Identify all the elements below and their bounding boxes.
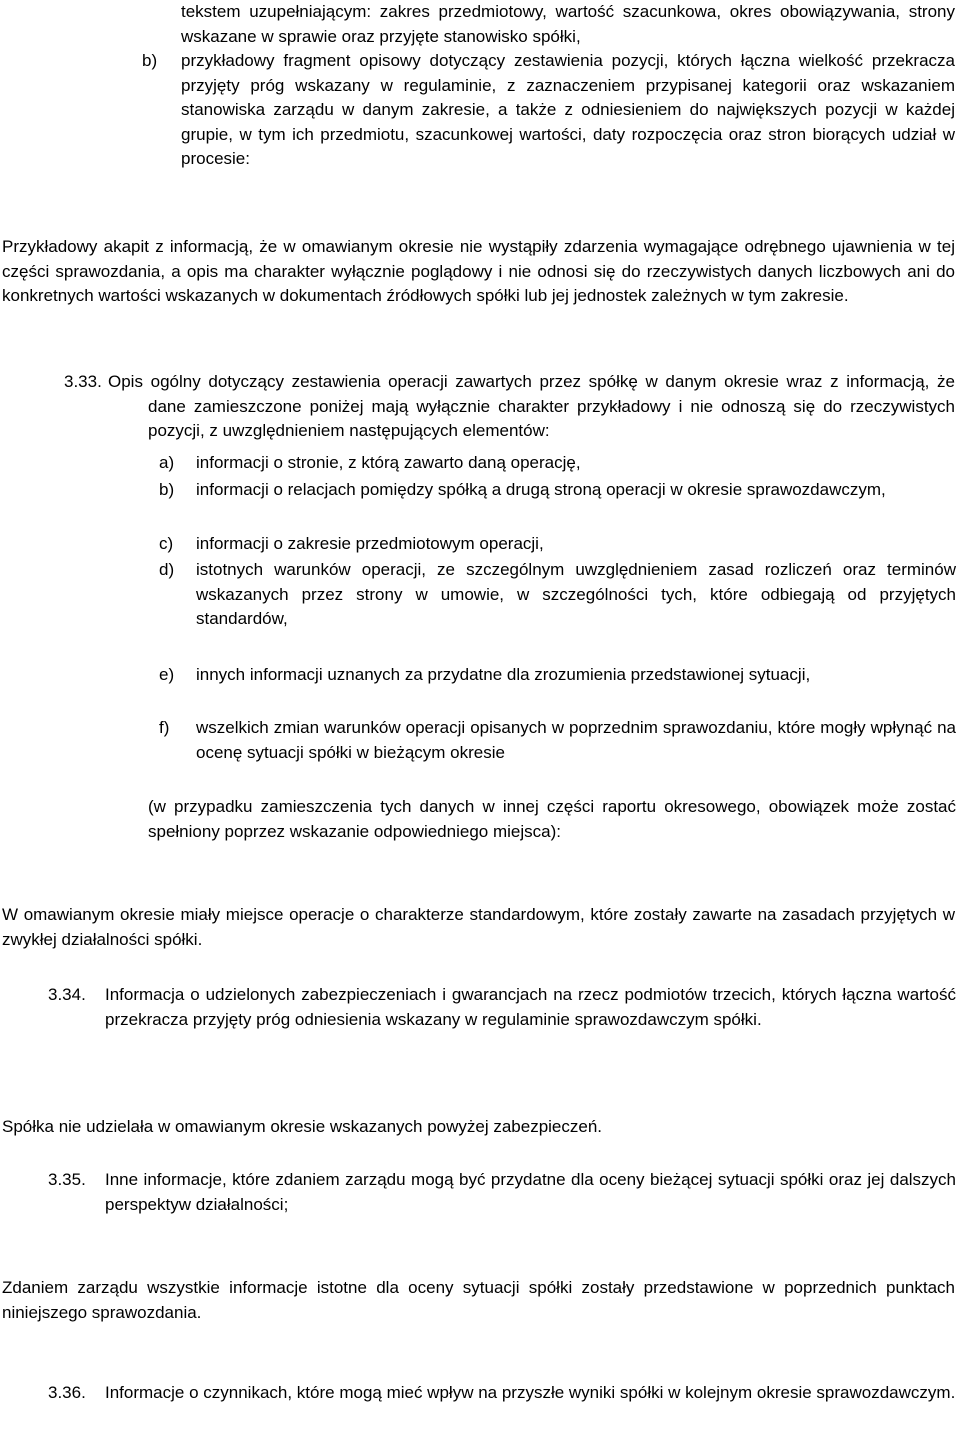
paragraph-no-guarantees (2, 1115, 955, 1140)
paragraph-all-info (2, 1276, 955, 1325)
section-3-33-intro-text: Opis ogólny dotyczący zestawienia operacji zawartych przez spółkę w danym okresie wraz z informacją, że dane zamieszczone poniżej mają wyłącznie charakter przykładowy i nie odnoszą się do rzeczywistych pozycji, z uwzględnieniem następujących elementów: (108, 372, 955, 440)
section-3-33-item-a-marker: a) (159, 453, 175, 472)
section-3-33-item-b-text: informacji o relacjach pomiędzy spółką a drugą stroną operacji w okresie sprawozdawczym, (196, 480, 886, 499)
section-3-33-closing-text: (w przypadku zamieszczenia tych danych w innej części raportu okresowego, obowiązek może zostać spełniony poprzez wskazanie odpowiedniego miejsca): (148, 797, 956, 841)
section-3-33-item-e (196, 663, 956, 688)
section-3-33-item-e-marker: e) (159, 665, 175, 684)
paragraph-q4-proceedings-text: Przykładowy akapit z informacją, że w omawianym okresie nie wystąpiły zdarzenia wymagające odrębnego ujawnienia w tej części sprawozdania, a opis ma charakter wyłącznie poglądowy i nie odnosi się do rzeczywistych danych liczbowych ani do konkretnych wartości wskazanych w dokumentach źródłowych spółki lub jej jednostek zależnych w tym zakresie. (2, 237, 955, 305)
section-3-33-item-d-text: istotnych warunków operacji, ze szczególnym uwzględnieniem zasad rozliczeń oraz terminów wskazanych przez strony w umowie, w szczególności tych, które odbiegają od przyjętych standardów, (196, 560, 956, 628)
section-3-36-text: Informacje o czynnikach, które mogą mieć wpływ na przyszłe wyniki spółki w kolejnym okresie sprawozdawczym. (105, 1383, 956, 1402)
section-3-33-item-a (196, 451, 956, 476)
section-3-33-item-d-marker: d) (159, 560, 175, 579)
paragraph-q4-proceedings (2, 235, 955, 309)
section-3-34-text: Informacja o udzielonych zabezpieczeniach i gwarancjach na rzecz podmiotów trzecich, których łączna wartość przekracza przyjęty próg odniesienia wskazany w regulaminie sprawozdawczym spółki. (105, 985, 956, 1029)
section-3-33-item-f-text: wszelkich zmian warunków operacji opisanych w poprzednim sprawozdaniu, które mogły wpłynąć na ocenę sytuacji spółki w bieżącym okresie (196, 718, 956, 762)
paragraph-no-guarantees-text: Spółka nie udzielała w omawianym okresie wskazanych powyżej zabezpieczeń. (2, 1117, 603, 1136)
list-item-a-continuation-text: tekstem uzupełniającym: zakres przedmiotowy, wartość szacunkowa, okres obowiązywania, strony wskazane w sprawie oraz przyjęte stanowisko spółki, (181, 2, 955, 46)
section-3-33-item-b (196, 478, 956, 503)
list-item-b (181, 49, 955, 172)
section-3-36 (105, 1381, 956, 1406)
section-3-33-item-c-marker: c) (159, 534, 174, 553)
section-3-33-number: 3.33. (64, 372, 102, 391)
section-3-33-item-c-text: informacji o zakresie przedmiotowym operacji, (196, 534, 544, 553)
section-3-33-item-d (196, 558, 956, 632)
paragraph-all-info-text: Zdaniem zarządu wszystkie informacje istotne dla oceny sytuacji spółki zostały przedstawione w poprzednich punktach niniejszego sprawozdania. (2, 1278, 955, 1322)
section-3-33-item-a-text: informacji o stronie, z którą zawarto daną operację, (196, 453, 581, 472)
paragraph-q4-transactions (2, 903, 955, 952)
section-3-35-text: Inne informacje, które zdaniem zarządu mogą być przydatne dla oceny bieżącej sytuacji spółki oraz jej dalszych perspektyw działalności; (105, 1170, 956, 1214)
section-3-33-item-f (196, 716, 956, 765)
section-3-33-item-f-marker: f) (159, 718, 170, 737)
section-3-36-number: 3.36. (48, 1383, 86, 1402)
section-3-33-item-c (196, 532, 956, 557)
list-item-a-continuation (181, 0, 955, 49)
section-3-33-closing (148, 795, 956, 844)
section-3-35 (105, 1168, 956, 1217)
section-3-33-intro (108, 370, 955, 444)
section-3-34-number: 3.34. (48, 985, 86, 1004)
list-item-b-marker: b) (142, 51, 158, 70)
list-item-b-text: przykładowy fragment opisowy dotyczący zestawienia pozycji, których łączna wielkość przekracza przyjęty próg wskazany w regulaminie, z zaznaczeniem przypisanej kategorii oraz wskazaniem stanowiska zarządu w danym zakresie, a także z odniesieniem do największych pozycji w każdej grupie, w tym ich przedmiotu, szacunkowej wartości, daty rozpoczęcia oraz stron biorących udział w procesie: (181, 51, 955, 168)
section-3-33-item-e-text: innych informacji uznanych za przydatne dla zrozumienia przedstawionej sytuacji, (196, 665, 811, 684)
section-3-34 (105, 983, 956, 1032)
section-3-35-number: 3.35. (48, 1170, 86, 1189)
section-3-33-item-b-marker: b) (159, 480, 175, 499)
paragraph-q4-transactions-text: W omawianym okresie miały miejsce operacje o charakterze standardowym, które zostały zawarte na zasadach przyjętych w zwykłej działalności spółki. (2, 905, 955, 949)
